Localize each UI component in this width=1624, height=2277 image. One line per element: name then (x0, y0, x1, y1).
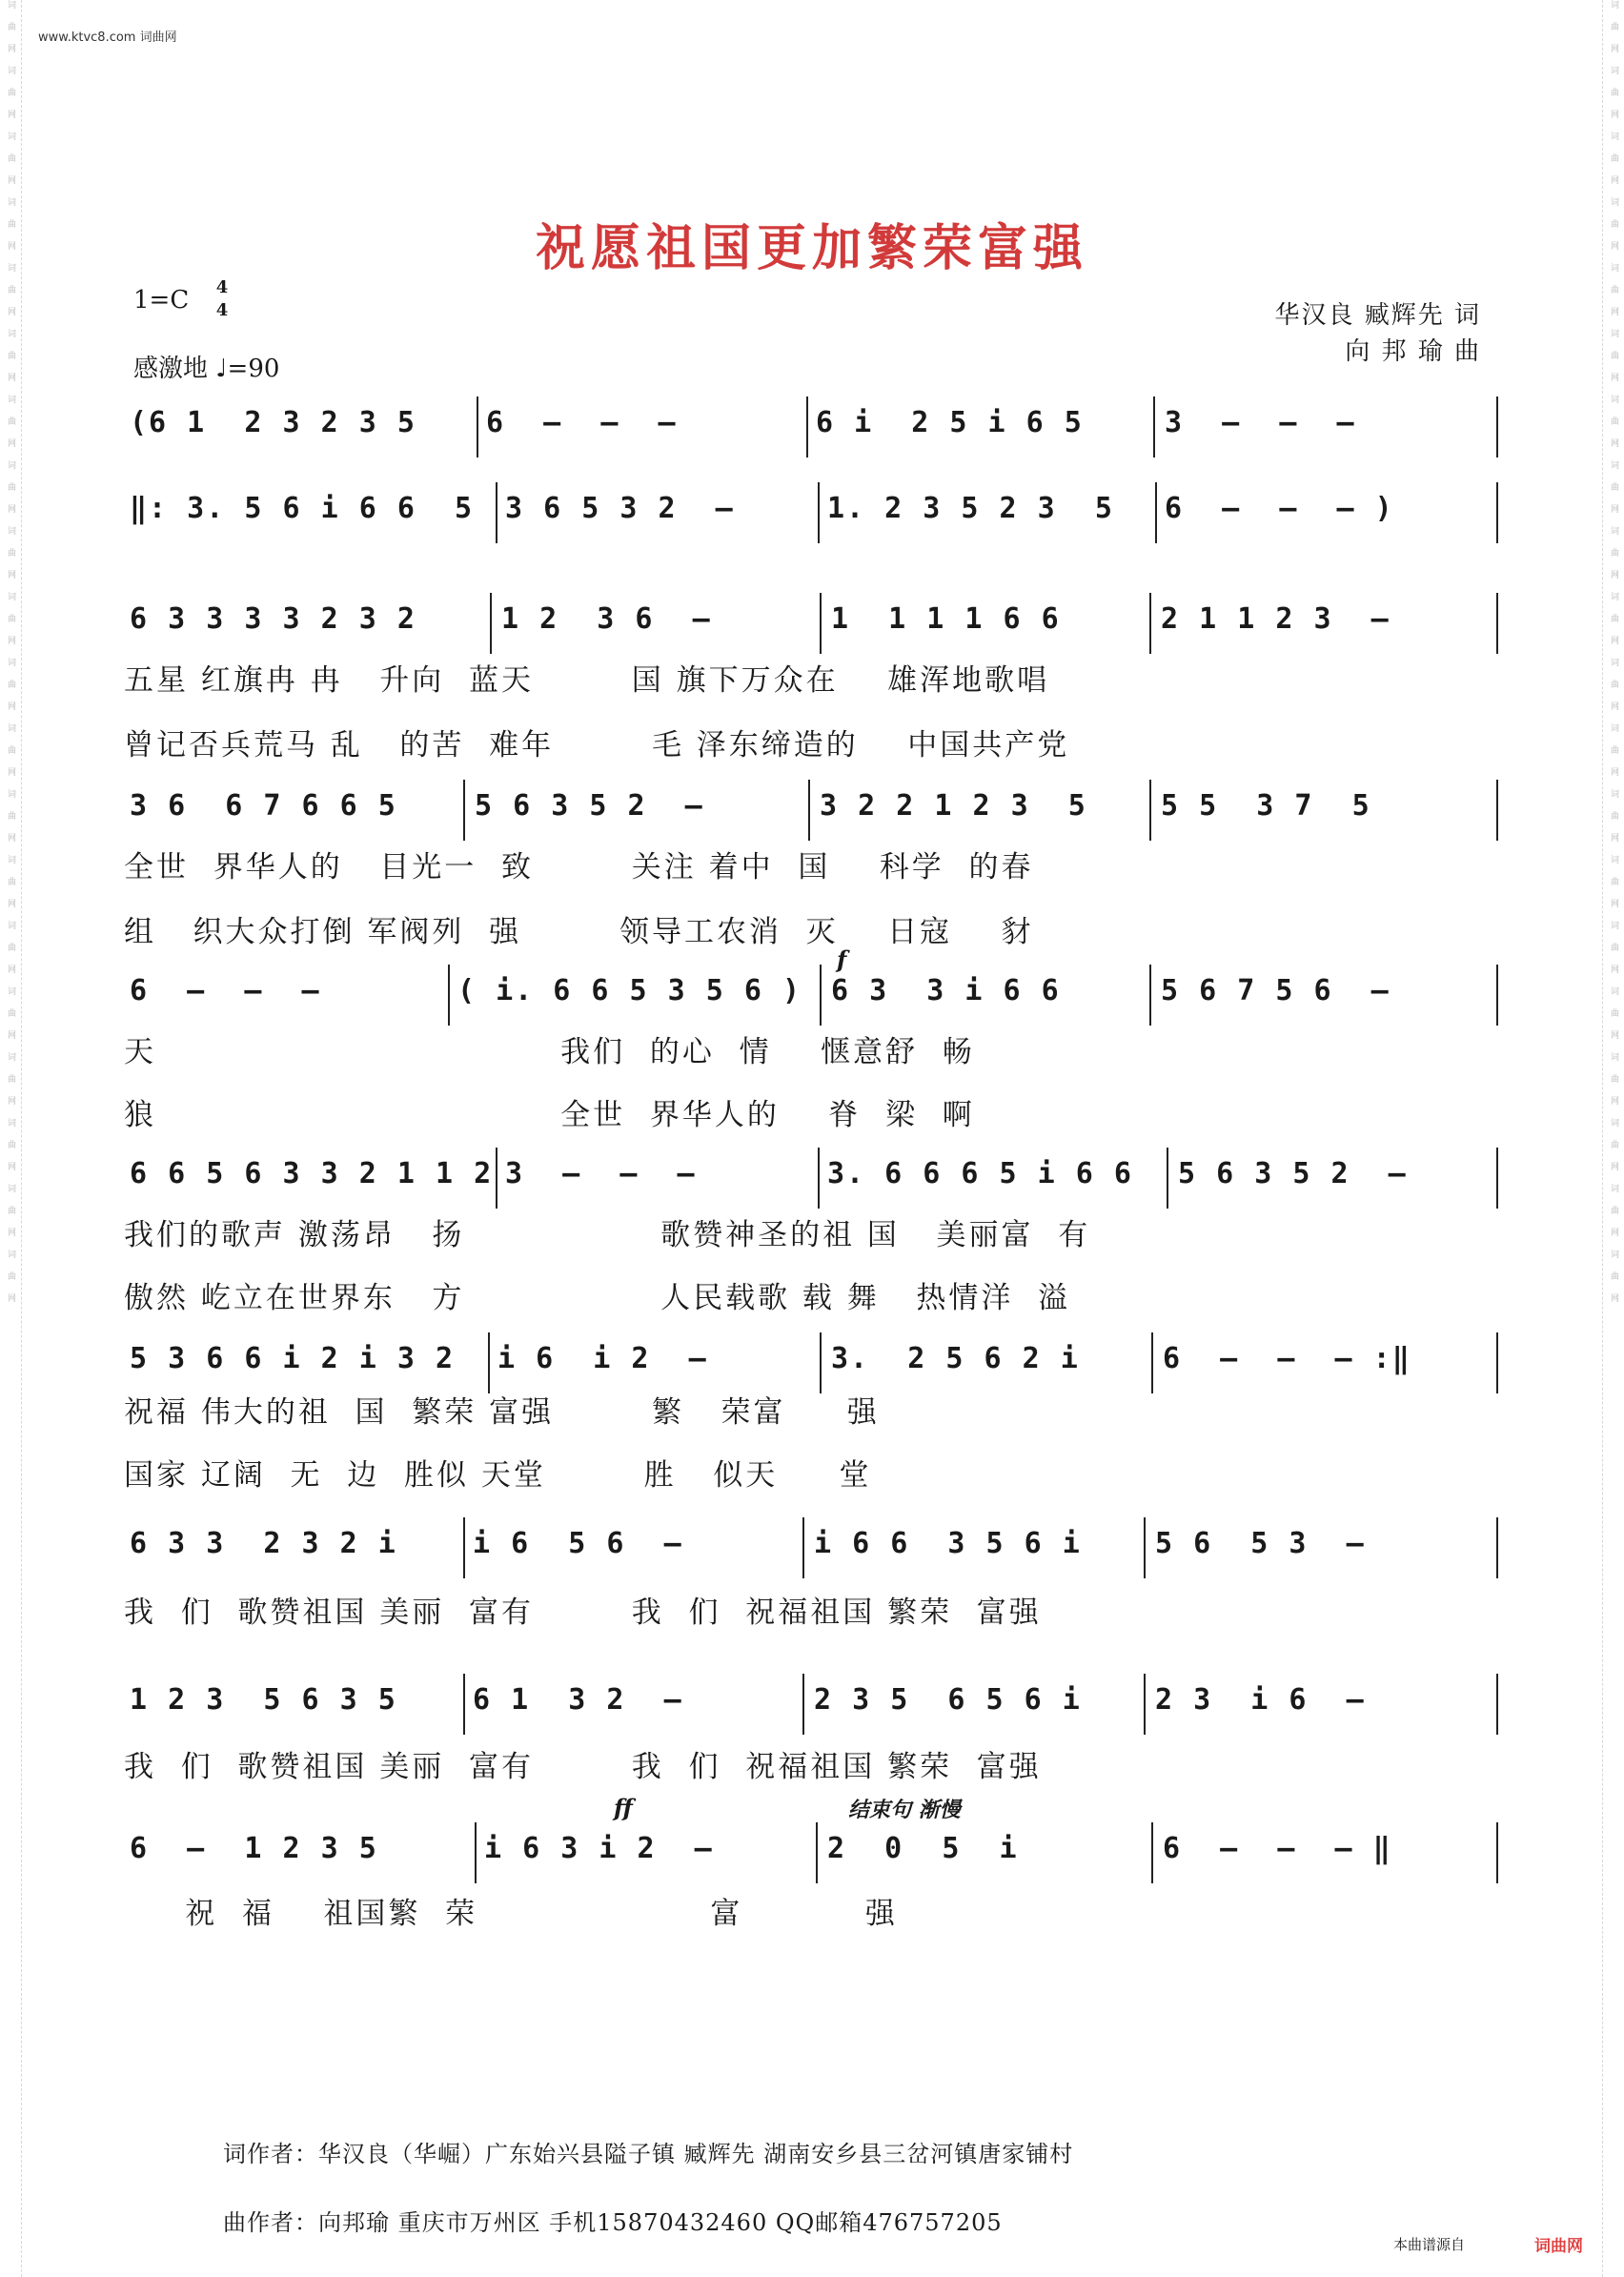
score-system (124, 780, 1500, 949)
barline (1496, 780, 1498, 841)
barline (818, 482, 820, 543)
barline (1144, 1674, 1146, 1735)
measure: 6 3 3 3 3 2 3 2 (130, 602, 416, 636)
barline (1167, 1148, 1168, 1209)
barline (808, 780, 810, 841)
score-system (124, 396, 1500, 482)
measure: 5 6 3 5 2 – (475, 789, 704, 823)
measure: 6 i 2 5 i 6 5 (816, 406, 1084, 439)
measure: i 6 i 2 – (497, 1342, 708, 1375)
barline (1496, 593, 1498, 654)
measure: 1 2 3 6 – (501, 602, 712, 636)
measure: 3. 6 6 6 5 i 6 6 (827, 1157, 1133, 1190)
time-signature (213, 276, 231, 322)
watermark-left-strip: 词曲网词曲网词曲网词曲网词曲网词曲网词曲网词曲网词曲网词曲网词曲网词曲网词曲网词曲网词曲网词曲网词曲网词曲网词曲网词曲网 (0, 0, 22, 2277)
measure: 6 – 1 2 3 5 (130, 1832, 378, 1865)
barline (1153, 396, 1155, 457)
barline (820, 965, 822, 1026)
measure: 1 1 1 1 6 6 (831, 602, 1061, 636)
source-label: 本曲谱源自 (1393, 2236, 1466, 2253)
barline (1496, 1517, 1498, 1578)
score-system (124, 593, 1500, 762)
lyrics-verse-1: 祝福 伟大的祖 国 繁荣 富强 繁 荣富 强 (124, 1395, 880, 1430)
barline (816, 1822, 818, 1883)
measure: i 6 3 i 2 – (484, 1832, 714, 1865)
lyrics-verse-2: 曾记否兵荒马 乱 的苦 难年 毛 泽东缔造的 中国共产党 (124, 728, 1070, 762)
measure: 6 3 3 2 3 2 i (130, 1527, 397, 1560)
barline (802, 1517, 804, 1578)
measure: (6 1 2 3 2 3 5 (130, 406, 416, 439)
measure: 5 3 6 6 i 2 i 3 2 (130, 1342, 456, 1375)
barline (448, 965, 450, 1026)
lyrics-verse-2: 国家 辽阔 无 边 胜似 天堂 胜 似天 堂 (124, 1458, 872, 1493)
measure: ( i. 6 6 5 3 5 6 ) (457, 974, 802, 1007)
measure: 6 – – – (130, 974, 321, 1007)
measure: 3 6 6 7 6 6 5 (130, 789, 397, 823)
barline (463, 1674, 465, 1735)
barline (818, 1148, 820, 1209)
score-system (124, 482, 1500, 568)
barline (1155, 482, 1157, 543)
measure: i 6 5 6 – (473, 1527, 683, 1560)
score-system (124, 1794, 1500, 1937)
measure: 6 – – – ) (1165, 492, 1394, 525)
barline (496, 1148, 497, 1209)
time-bottom: 4 (215, 300, 229, 320)
measure: 6 1 3 2 – (473, 1683, 683, 1717)
lyrics-verse-1: 祝 福 祖国繁 荣 富 强 (124, 1897, 898, 1931)
lyrics-verse-1: 我 们 歌赞祖国 美丽 富有 我 们 祝福祖国 繁荣 富强 (124, 1596, 1042, 1630)
barline (1149, 593, 1151, 654)
measure: 5 6 3 5 2 – (1178, 1157, 1408, 1190)
barline (1496, 1822, 1498, 1883)
measure: 6 – – – ‖ (1163, 1832, 1392, 1865)
lyrics-verse-2: 组 织大众打倒 军阀列 强 领导工农消 灭 日寇 豺 (124, 915, 1034, 949)
barline (1151, 1332, 1153, 1393)
barline (1151, 1822, 1153, 1883)
key-signature (133, 277, 229, 320)
ending-marking: 结束句 渐慢 (848, 1798, 961, 1822)
measure: 2 3 i 6 – (1155, 1683, 1366, 1717)
tempo-marking: 感激地 ♩=90 (133, 355, 280, 383)
dynamic-ff: ff (614, 1794, 633, 1821)
barline (496, 482, 497, 543)
barline (1149, 965, 1151, 1026)
lyricist-info: 词作者：华汉良（华崛）广东始兴县隘子镇 臧辉先 湖南安乡县三岔河镇唐家铺村 (223, 2141, 1074, 2167)
barline (463, 1517, 465, 1578)
time-top: 4 (215, 277, 229, 297)
measure: 6 6 5 6 3 3 2 1 1 2 (130, 1157, 494, 1190)
measure: 1. 2 3 5 2 3 5 (827, 492, 1114, 525)
barline (820, 1332, 822, 1393)
barline (1496, 482, 1498, 543)
barline (802, 1674, 804, 1735)
barline (463, 780, 465, 841)
measure: 5 6 7 5 6 – (1161, 974, 1391, 1007)
measure: 2 1 1 2 3 – (1161, 602, 1391, 636)
lyricists: 华汉良 臧辉先 词 (1274, 301, 1481, 330)
barline (1144, 1517, 1146, 1578)
lyrics-verse-2: 狼 全世 界华人的 脊 梁 啊 (124, 1098, 975, 1132)
measure: 2 3 5 6 5 6 i (814, 1683, 1082, 1717)
lyrics-verse-1: 全世 界华人的 目光一 致 关注 着中 国 科学 的春 (124, 850, 1034, 884)
dynamic-f: f (837, 945, 847, 973)
composer-info: 曲作者：向邦瑜 重庆市万州区 手机15870432460 QQ邮箱476757205 (223, 2209, 1003, 2236)
measure: 3. 2 5 6 2 i (831, 1342, 1080, 1375)
measure: 5 5 3 7 5 (1161, 789, 1371, 823)
measure: 2 0 5 i (827, 1832, 1019, 1865)
barline (1496, 1148, 1498, 1209)
barline (1496, 965, 1498, 1026)
lyrics-verse-2: 傲然 屹立在世界东 方 人民载歌 载 舞 热情洋 溢 (124, 1281, 1071, 1315)
barline (1149, 780, 1151, 841)
lyrics-verse-1: 天 我们 的心 情 惬意舒 畅 (124, 1035, 975, 1069)
measure: 6 – – – :‖ (1163, 1342, 1411, 1375)
measure: 5 6 5 3 – (1155, 1527, 1366, 1560)
measure: ‖: 3. 5 6 i 6 6 5 (130, 492, 475, 525)
score-system (124, 1332, 1500, 1494)
barline (1496, 1332, 1498, 1393)
barline (806, 396, 808, 457)
site-watermark[interactable]: www.ktvc8.com 词曲网 (38, 30, 177, 45)
lyrics-verse-1: 五星 红旗冉 冉 升向 蓝天 国 旗下万众在 雄浑地歌唱 (124, 663, 1050, 698)
song-title: 祝愿祖国更加繁荣富强 (535, 219, 1088, 277)
measure: 1 2 3 5 6 3 5 (130, 1683, 397, 1717)
measure: 3 6 5 3 2 – (505, 492, 735, 525)
lyrics-verse-1: 我们的歌声 激荡昂 扬 歌赞神圣的祖 国 美丽富 有 (124, 1218, 1091, 1252)
measure: 3 – – – (1165, 406, 1356, 439)
score-system (124, 1517, 1500, 1632)
lyrics-verse-1: 我 们 歌赞祖国 美丽 富有 我 们 祝福祖国 繁荣 富强 (124, 1750, 1042, 1784)
site-logo[interactable]: 词曲网 (1534, 2237, 1583, 2256)
credits (1274, 297, 1481, 370)
composer: 向 邦 瑜 曲 (1345, 337, 1481, 366)
barline (475, 1822, 477, 1883)
barline (488, 1332, 490, 1393)
measure: 3 2 2 1 2 3 5 (820, 789, 1087, 823)
barline (1496, 396, 1498, 457)
barline (477, 396, 478, 457)
watermark-right-strip: 词曲网词曲网词曲网词曲网词曲网词曲网词曲网词曲网词曲网词曲网词曲网词曲网词曲网词曲网词曲网词曲网词曲网词曲网词曲网词曲网 (1602, 0, 1624, 2277)
measure: i 6 6 3 5 6 i (814, 1527, 1082, 1560)
measure: 3 – – – (505, 1157, 697, 1190)
score-system (124, 1148, 1500, 1315)
barline (490, 593, 492, 654)
measure: 6 – – – (486, 406, 678, 439)
key-label: 1=C (133, 286, 190, 315)
measure: 6 3 3 i 6 6 (831, 974, 1061, 1007)
barline (1496, 1674, 1498, 1735)
score-system (124, 945, 1500, 1132)
score-system (124, 1674, 1500, 1788)
barline (820, 593, 822, 654)
